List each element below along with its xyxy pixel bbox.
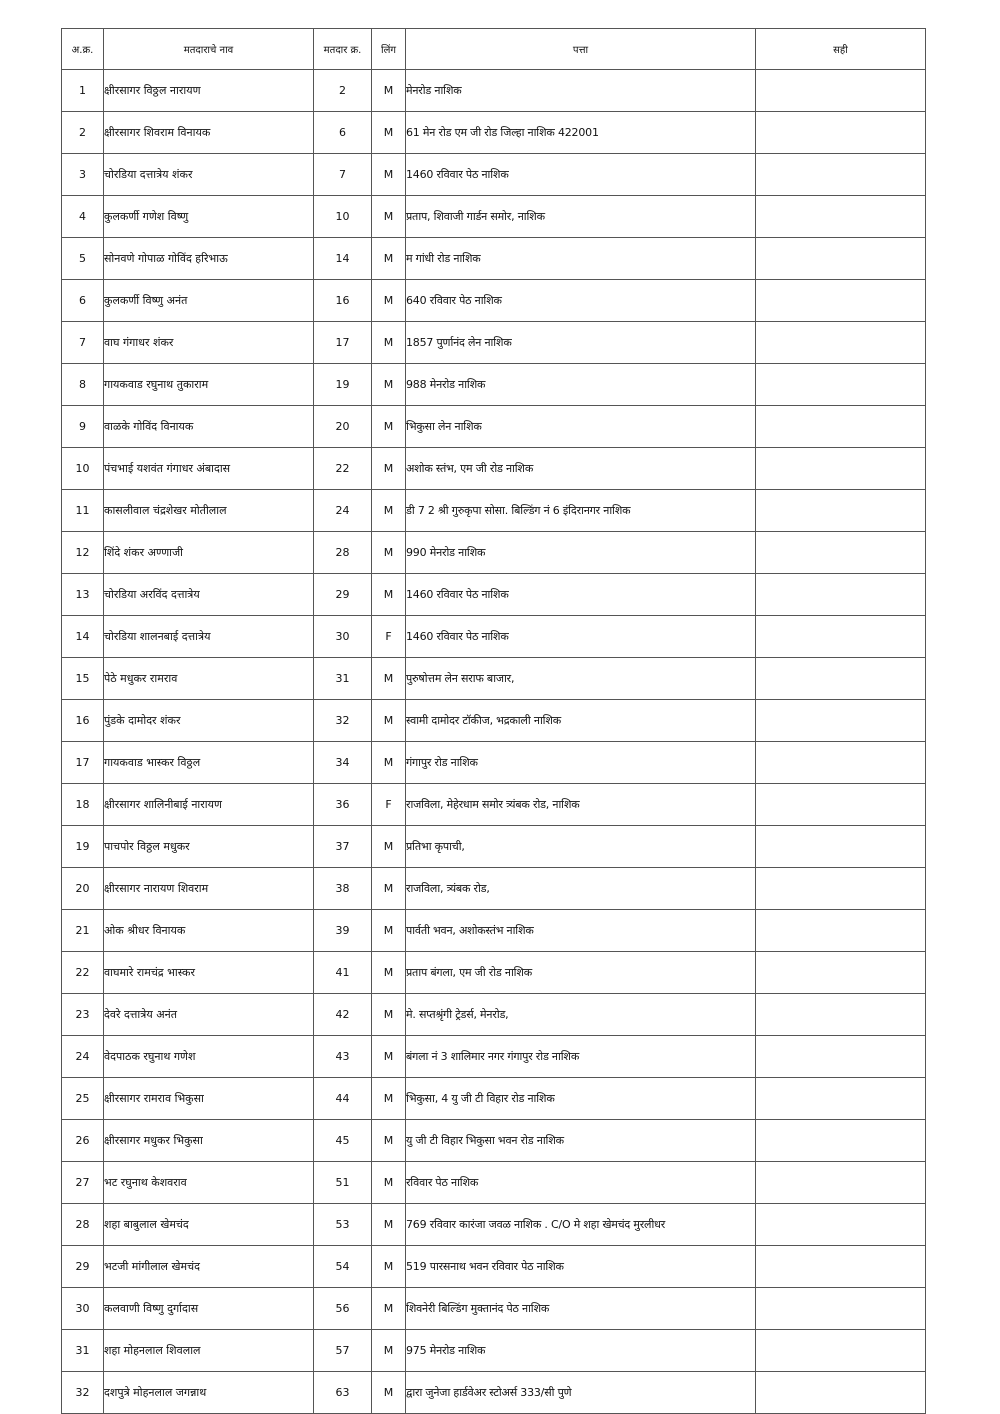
cell-serial: 7 bbox=[62, 322, 104, 364]
cell-name: क्षीरसागर रामराव भिकुसा bbox=[104, 1078, 314, 1120]
cell-voter-id: 37 bbox=[314, 826, 372, 868]
header-row bbox=[62, 29, 926, 70]
cell-voter-id: 19 bbox=[314, 364, 372, 406]
cell-sex: M bbox=[372, 70, 406, 112]
cell-sex: M bbox=[372, 322, 406, 364]
cell-sex: M bbox=[372, 1078, 406, 1120]
cell-sex: M bbox=[372, 1330, 406, 1372]
cell-address: 1460 रविवार पेठ नाशिक bbox=[406, 574, 756, 616]
table-row bbox=[62, 70, 926, 112]
cell-address: गंगापुर रोड नाशिक bbox=[406, 742, 756, 784]
cell-serial: 21 bbox=[62, 910, 104, 952]
cell-sex: M bbox=[372, 532, 406, 574]
cell-serial: 22 bbox=[62, 952, 104, 994]
table-row bbox=[62, 742, 926, 784]
cell-address: प्रताप, शिवाजी गार्डन समोर, नाशिक bbox=[406, 196, 756, 238]
table-row bbox=[62, 238, 926, 280]
cell-sex: M bbox=[372, 280, 406, 322]
cell-address: स्वामी दामोदर टॉकीज, भद्रकाली नाशिक bbox=[406, 700, 756, 742]
cell-serial: 3 bbox=[62, 154, 104, 196]
cell-serial: 2 bbox=[62, 112, 104, 154]
cell-address: मे. सप्तश्रृंगी ट्रेडर्स, मेनरोड, bbox=[406, 994, 756, 1036]
cell-name: कलवाणी विष्णु दुर्गादास bbox=[104, 1288, 314, 1330]
cell-serial: 6 bbox=[62, 280, 104, 322]
table-row bbox=[62, 1246, 926, 1288]
cell-signature bbox=[756, 1078, 926, 1120]
cell-signature bbox=[756, 952, 926, 994]
table-row bbox=[62, 868, 926, 910]
cell-serial: 11 bbox=[62, 490, 104, 532]
cell-address: द्वारा जुनेजा हार्डवेअर स्टोअर्स 333/सी पुणे bbox=[406, 1372, 756, 1414]
cell-serial: 4 bbox=[62, 196, 104, 238]
cell-voter-id: 56 bbox=[314, 1288, 372, 1330]
cell-sex: M bbox=[372, 574, 406, 616]
cell-name: क्षीरसागर नारायण शिवराम bbox=[104, 868, 314, 910]
cell-voter-id: 7 bbox=[314, 154, 372, 196]
cell-sex: M bbox=[372, 1162, 406, 1204]
cell-address: 769 रविवार कारंजा जवळ नाशिक . C/O मे शहा खेमचंद मुरलीधर bbox=[406, 1204, 756, 1246]
cell-serial: 10 bbox=[62, 448, 104, 490]
cell-serial: 15 bbox=[62, 658, 104, 700]
cell-voter-id: 17 bbox=[314, 322, 372, 364]
cell-sex: M bbox=[372, 742, 406, 784]
cell-voter-id: 29 bbox=[314, 574, 372, 616]
cell-serial: 29 bbox=[62, 1246, 104, 1288]
cell-signature bbox=[756, 490, 926, 532]
cell-voter-id: 53 bbox=[314, 1204, 372, 1246]
cell-signature bbox=[756, 280, 926, 322]
cell-serial: 9 bbox=[62, 406, 104, 448]
cell-sex: M bbox=[372, 1036, 406, 1078]
table-row bbox=[62, 658, 926, 700]
voter-list-table bbox=[61, 28, 926, 1414]
cell-serial: 28 bbox=[62, 1204, 104, 1246]
cell-voter-id: 39 bbox=[314, 910, 372, 952]
cell-signature bbox=[756, 1162, 926, 1204]
cell-name: कुलकर्णी विष्णु अनंत bbox=[104, 280, 314, 322]
cell-voter-id: 63 bbox=[314, 1372, 372, 1414]
cell-serial: 19 bbox=[62, 826, 104, 868]
cell-sex: F bbox=[372, 784, 406, 826]
table-row bbox=[62, 154, 926, 196]
cell-signature bbox=[756, 616, 926, 658]
cell-voter-id: 10 bbox=[314, 196, 372, 238]
cell-serial: 20 bbox=[62, 868, 104, 910]
table-row bbox=[62, 280, 926, 322]
table-row bbox=[62, 406, 926, 448]
cell-name: क्षीरसागर विठ्ठल नारायण bbox=[104, 70, 314, 112]
table-row bbox=[62, 364, 926, 406]
cell-serial: 30 bbox=[62, 1288, 104, 1330]
cell-name: पुंडके दामोदर शंकर bbox=[104, 700, 314, 742]
cell-voter-id: 38 bbox=[314, 868, 372, 910]
cell-voter-id: 16 bbox=[314, 280, 372, 322]
cell-sex: M bbox=[372, 238, 406, 280]
table-row bbox=[62, 952, 926, 994]
cell-serial: 27 bbox=[62, 1162, 104, 1204]
table-row bbox=[62, 532, 926, 574]
cell-voter-id: 20 bbox=[314, 406, 372, 448]
cell-name: सोनवणे गोपाळ गोविंद हरिभाऊ bbox=[104, 238, 314, 280]
cell-serial: 26 bbox=[62, 1120, 104, 1162]
cell-address: म गांधी रोड नाशिक bbox=[406, 238, 756, 280]
table-body bbox=[62, 70, 926, 1414]
cell-signature bbox=[756, 1288, 926, 1330]
cell-voter-id: 31 bbox=[314, 658, 372, 700]
cell-sex: M bbox=[372, 112, 406, 154]
cell-address: 1857 पुर्णानंद लेन नाशिक bbox=[406, 322, 756, 364]
cell-name: कासलीवाल चंद्रशेखर मोतीलाल bbox=[104, 490, 314, 532]
cell-address: पुरुषोत्तम लेन सराफ बाजार, bbox=[406, 658, 756, 700]
cell-serial: 8 bbox=[62, 364, 104, 406]
cell-signature bbox=[756, 238, 926, 280]
cell-signature bbox=[756, 1120, 926, 1162]
cell-name: गायकवाड भास्कर विठ्ठल bbox=[104, 742, 314, 784]
cell-name: शिंदे शंकर अण्णाजी bbox=[104, 532, 314, 574]
cell-sex: M bbox=[372, 1372, 406, 1414]
table-row bbox=[62, 1162, 926, 1204]
cell-signature bbox=[756, 1330, 926, 1372]
cell-address: 990 मेनरोड नाशिक bbox=[406, 532, 756, 574]
voter-list-sheet bbox=[61, 28, 925, 1414]
cell-name: देवरे दत्तात्रेय अनंत bbox=[104, 994, 314, 1036]
cell-voter-id: 6 bbox=[314, 112, 372, 154]
cell-signature bbox=[756, 406, 926, 448]
cell-voter-id: 36 bbox=[314, 784, 372, 826]
cell-sex: M bbox=[372, 994, 406, 1036]
cell-name: पाचपोर विठ्ठल मधुकर bbox=[104, 826, 314, 868]
cell-voter-id: 22 bbox=[314, 448, 372, 490]
cell-address: 640 रविवार पेठ नाशिक bbox=[406, 280, 756, 322]
cell-serial: 16 bbox=[62, 700, 104, 742]
cell-name: शहा मोहनलाल शिवलाल bbox=[104, 1330, 314, 1372]
cell-address: 975 मेनरोड नाशिक bbox=[406, 1330, 756, 1372]
cell-name: वाघमारे रामचंद्र भास्कर bbox=[104, 952, 314, 994]
cell-address: राजविला, त्र्यंबक रोड, bbox=[406, 868, 756, 910]
cell-signature bbox=[756, 574, 926, 616]
table-row bbox=[62, 574, 926, 616]
cell-signature bbox=[756, 364, 926, 406]
cell-sex: M bbox=[372, 1120, 406, 1162]
cell-serial: 31 bbox=[62, 1330, 104, 1372]
cell-signature bbox=[756, 322, 926, 364]
cell-sex: M bbox=[372, 406, 406, 448]
cell-serial: 17 bbox=[62, 742, 104, 784]
cell-sex: M bbox=[372, 154, 406, 196]
cell-signature bbox=[756, 532, 926, 574]
cell-address: प्रताप बंगला, एम जी रोड नाशिक bbox=[406, 952, 756, 994]
cell-signature bbox=[756, 826, 926, 868]
cell-name: भटजी मांगीलाल खेमचंद bbox=[104, 1246, 314, 1288]
cell-address: मेनरोड नाशिक bbox=[406, 70, 756, 112]
cell-name: भट रघुनाथ केशवराव bbox=[104, 1162, 314, 1204]
cell-signature bbox=[756, 154, 926, 196]
table-row bbox=[62, 1204, 926, 1246]
cell-address: 61 मेन रोड एम जी रोड जिल्हा नाशिक 422001 bbox=[406, 112, 756, 154]
cell-name: दशपुत्रे मोहनलाल जगन्नाथ bbox=[104, 1372, 314, 1414]
cell-address: राजविला, मेहेरधाम समोर त्र्यंबक रोड, नाशिक bbox=[406, 784, 756, 826]
cell-sex: M bbox=[372, 700, 406, 742]
cell-sex: M bbox=[372, 1288, 406, 1330]
cell-name: वाळके गोविंद विनायक bbox=[104, 406, 314, 448]
table-row bbox=[62, 322, 926, 364]
cell-name: वाघ गंगाधर शंकर bbox=[104, 322, 314, 364]
cell-signature bbox=[756, 994, 926, 1036]
cell-serial: 5 bbox=[62, 238, 104, 280]
cell-voter-id: 44 bbox=[314, 1078, 372, 1120]
cell-voter-id: 45 bbox=[314, 1120, 372, 1162]
cell-voter-id: 41 bbox=[314, 952, 372, 994]
cell-voter-id: 2 bbox=[314, 70, 372, 112]
header-voter-id: मतदार क्र. bbox=[314, 29, 372, 70]
cell-signature bbox=[756, 742, 926, 784]
cell-name: चोरडिया दत्तात्रेय शंकर bbox=[104, 154, 314, 196]
table-row bbox=[62, 826, 926, 868]
cell-name: चोरडिया अरविंद दत्तात्रेय bbox=[104, 574, 314, 616]
cell-serial: 32 bbox=[62, 1372, 104, 1414]
cell-serial: 24 bbox=[62, 1036, 104, 1078]
header-address: पत्ता bbox=[406, 29, 756, 70]
cell-name: ओक श्रीधर विनायक bbox=[104, 910, 314, 952]
cell-name: क्षीरसागर शिवराम विनायक bbox=[104, 112, 314, 154]
cell-voter-id: 30 bbox=[314, 616, 372, 658]
cell-address: 1460 रविवार पेठ नाशिक bbox=[406, 154, 756, 196]
cell-address: प्रतिभा कृपाची, bbox=[406, 826, 756, 868]
table-row bbox=[62, 994, 926, 1036]
cell-signature bbox=[756, 112, 926, 154]
cell-address: 1460 रविवार पेठ नाशिक bbox=[406, 616, 756, 658]
cell-signature bbox=[756, 868, 926, 910]
header-name: मतदाराचे नाव bbox=[104, 29, 314, 70]
cell-serial: 23 bbox=[62, 994, 104, 1036]
header-serial: अ.क्र. bbox=[62, 29, 104, 70]
cell-address: डी 7 2 श्री गुरुकृपा सोसा. बिल्डिंग नं 6 इंदिरानगर नाशिक bbox=[406, 490, 756, 532]
table-row bbox=[62, 490, 926, 532]
table-row bbox=[62, 1288, 926, 1330]
cell-address: शिवनेरी बिल्डिंग मुक्तानंद पेठ नाशिक bbox=[406, 1288, 756, 1330]
cell-address: यु जी टी विहार भिकुसा भवन रोड नाशिक bbox=[406, 1120, 756, 1162]
cell-serial: 25 bbox=[62, 1078, 104, 1120]
cell-voter-id: 42 bbox=[314, 994, 372, 1036]
cell-sex: M bbox=[372, 1204, 406, 1246]
cell-serial: 14 bbox=[62, 616, 104, 658]
table-row bbox=[62, 112, 926, 154]
cell-signature bbox=[756, 658, 926, 700]
table-row bbox=[62, 1372, 926, 1414]
cell-name: पेठे मधुकर रामराव bbox=[104, 658, 314, 700]
cell-voter-id: 54 bbox=[314, 1246, 372, 1288]
table-row bbox=[62, 910, 926, 952]
cell-name: चोरडिया शालनबाई दत्तात्रेय bbox=[104, 616, 314, 658]
cell-voter-id: 28 bbox=[314, 532, 372, 574]
cell-sex: M bbox=[372, 952, 406, 994]
cell-name: क्षीरसागर शालिनीबाई नारायण bbox=[104, 784, 314, 826]
cell-sex: M bbox=[372, 196, 406, 238]
table-row bbox=[62, 448, 926, 490]
table-row bbox=[62, 1078, 926, 1120]
cell-voter-id: 32 bbox=[314, 700, 372, 742]
cell-voter-id: 43 bbox=[314, 1036, 372, 1078]
cell-signature bbox=[756, 1036, 926, 1078]
cell-name: गायकवाड रघुनाथ तुकाराम bbox=[104, 364, 314, 406]
cell-sex: M bbox=[372, 826, 406, 868]
cell-voter-id: 24 bbox=[314, 490, 372, 532]
cell-signature bbox=[756, 1246, 926, 1288]
cell-sex: M bbox=[372, 490, 406, 532]
table-row bbox=[62, 196, 926, 238]
cell-address: भिकुसा, 4 यु जी टी विहार रोड नाशिक bbox=[406, 1078, 756, 1120]
cell-sex: M bbox=[372, 868, 406, 910]
cell-name: पंचभाई यशवंत गंगाधर अंबादास bbox=[104, 448, 314, 490]
cell-address: अशोक स्तंभ, एम जी रोड नाशिक bbox=[406, 448, 756, 490]
cell-sex: M bbox=[372, 658, 406, 700]
cell-name: क्षीरसागर मधुकर भिकुसा bbox=[104, 1120, 314, 1162]
cell-voter-id: 51 bbox=[314, 1162, 372, 1204]
cell-sex: M bbox=[372, 910, 406, 952]
table-row bbox=[62, 616, 926, 658]
cell-address: भिकुसा लेन नाशिक bbox=[406, 406, 756, 448]
cell-signature bbox=[756, 910, 926, 952]
cell-sex: M bbox=[372, 364, 406, 406]
cell-voter-id: 57 bbox=[314, 1330, 372, 1372]
cell-signature bbox=[756, 196, 926, 238]
cell-voter-id: 34 bbox=[314, 742, 372, 784]
cell-sex: M bbox=[372, 1246, 406, 1288]
cell-serial: 12 bbox=[62, 532, 104, 574]
cell-signature bbox=[756, 70, 926, 112]
table-row bbox=[62, 700, 926, 742]
header-signature: सही bbox=[756, 29, 926, 70]
cell-name: वेदपाठक रघुनाथ गणेश bbox=[104, 1036, 314, 1078]
table-row bbox=[62, 1036, 926, 1078]
cell-signature bbox=[756, 1372, 926, 1414]
cell-address: बंगला नं 3 शालिमार नगर गंगापुर रोड नाशिक bbox=[406, 1036, 756, 1078]
cell-signature bbox=[756, 700, 926, 742]
cell-name: शहा बाबुलाल खेमचंद bbox=[104, 1204, 314, 1246]
cell-sex: M bbox=[372, 448, 406, 490]
table-row bbox=[62, 784, 926, 826]
table-row bbox=[62, 1120, 926, 1162]
cell-serial: 1 bbox=[62, 70, 104, 112]
header-sex: लिंग bbox=[372, 29, 406, 70]
cell-sex: F bbox=[372, 616, 406, 658]
cell-signature bbox=[756, 448, 926, 490]
cell-address: 988 मेनरोड नाशिक bbox=[406, 364, 756, 406]
cell-serial: 18 bbox=[62, 784, 104, 826]
cell-address: 519 पारसनाथ भवन रविवार पेठ नाशिक bbox=[406, 1246, 756, 1288]
cell-signature bbox=[756, 784, 926, 826]
cell-address: रविवार पेठ नाशिक bbox=[406, 1162, 756, 1204]
table-row bbox=[62, 1330, 926, 1372]
cell-name: कुलकर्णी गणेश विष्णु bbox=[104, 196, 314, 238]
cell-address: पार्वती भवन, अशोकस्तंभ नाशिक bbox=[406, 910, 756, 952]
cell-serial: 13 bbox=[62, 574, 104, 616]
cell-signature bbox=[756, 1204, 926, 1246]
cell-voter-id: 14 bbox=[314, 238, 372, 280]
